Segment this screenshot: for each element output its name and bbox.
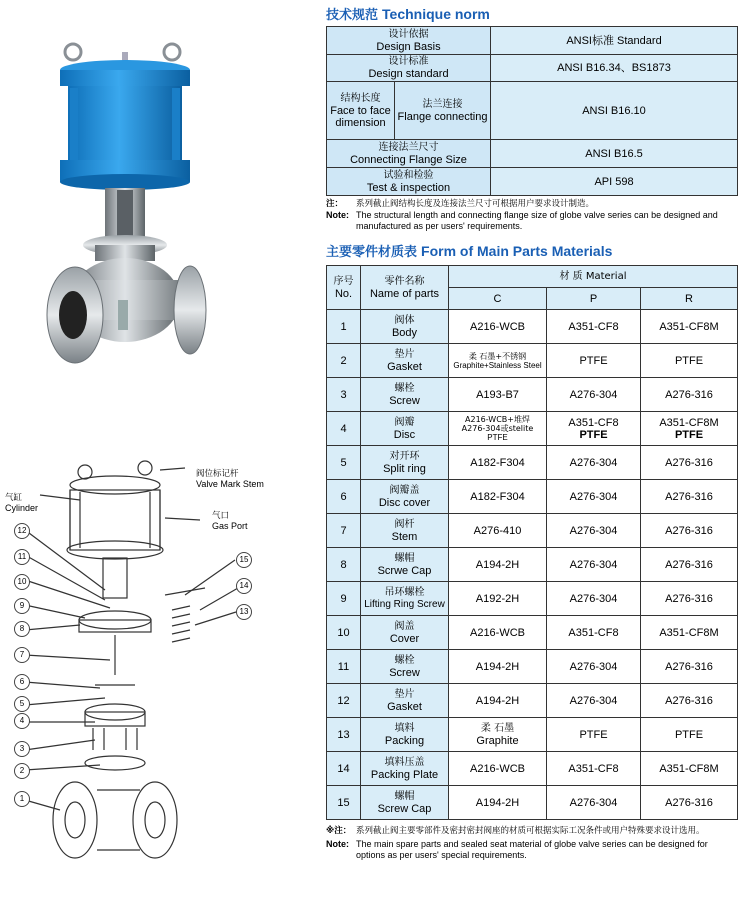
- table-row: 3 螺栓 Screw A193-B7 A276-304 A276-316: [327, 378, 738, 412]
- table-row: 连接法兰尺寸 Connecting Flange Size ANSI B16.5: [327, 140, 738, 168]
- cylinder-label: 气缸 Cylinder: [5, 493, 39, 513]
- table-row: 6 阀瓣盖 Disc cover A182-F304 A276-304 A276-316: [327, 480, 738, 514]
- part-number-10: 10: [14, 574, 30, 590]
- table-row: 5 对开环 Split ring A182-F304 A276-304 A276-316: [327, 446, 738, 480]
- table-row: 10 阀盖 Cover A216-WCB A351-CF8 A351-CF8M: [327, 616, 738, 650]
- materials-note: ※注： 系列截止阀主要零部件及密封密封阀座的材质可根据实际工况条件或用户特殊要求设计选用。 Note: The main spare parts and sealed seat material of globe valve series can be designed for options as per users' special requirements.: [326, 826, 708, 860]
- part-number-14: 14: [236, 578, 252, 594]
- table-row: 设计依据 Design Basis ANSI标准 Standard: [327, 27, 738, 55]
- part-number-6: 6: [14, 674, 30, 690]
- part-number-15: 15: [236, 552, 252, 568]
- valve-mark-stem-label: 阀位标记杆 Valve Mark Stem: [196, 469, 264, 489]
- illustration-panel: [0, 0, 322, 915]
- part-number-12: 12: [14, 523, 30, 539]
- gas-port-label: 气口 Gas Port: [212, 511, 248, 531]
- spec-panel: [326, 0, 738, 861]
- part-number-9: 9: [14, 598, 30, 614]
- table-row: 2 垫片 Gasket 柔 石墨+不锈钢 Graphite+Stainless Steel PTFE PTFE: [327, 344, 738, 378]
- part-number-4: 4: [14, 713, 30, 729]
- part-number-8: 8: [14, 621, 30, 637]
- materials-title: 主要零件材质表 Form of Main Parts Materials: [326, 243, 613, 260]
- exploded-diagram: [0, 460, 322, 915]
- part-number-7: 7: [14, 647, 30, 663]
- table-row: 14 填料压盖 Packing Plate A216-WCB A351-CF8 A351-CF8M: [327, 752, 738, 786]
- table-row: 13 填料 Packing 柔 石墨 Graphite PTFE PTFE: [327, 718, 738, 752]
- valve-photo: [0, 0, 322, 430]
- table-header-row: C P R: [327, 288, 738, 310]
- technique-note: 注： 系列截止阀结构长度及连接法兰尺寸可根据用户要求设计制造。 Note: The structural length and connecting flange size of globe valve series can be designed and manufactured as per users' requirements.: [326, 199, 718, 231]
- table-header-row: 序号 No. 零件名称 Name of parts 材 质 Material: [327, 266, 738, 288]
- table-row: 11 螺栓 Screw A194-2H A276-304 A276-316: [327, 650, 738, 684]
- part-number-5: 5: [14, 696, 30, 712]
- materials-table: [326, 265, 738, 820]
- table-row: 12 垫片 Gasket A194-2H A276-304 A276-316: [327, 684, 738, 718]
- table-row: 15 螺帽 Screw Cap A194-2H A276-304 A276-316: [327, 786, 738, 820]
- table-row: 设计标准 Design standard ANSI B16.34、BS1873: [327, 55, 738, 82]
- part-number-3: 3: [14, 741, 30, 757]
- part-number-11: 11: [14, 549, 30, 565]
- table-row: 8 螺帽 Scrwe Cap A194-2H A276-304 A276-316: [327, 548, 738, 582]
- table-row: 结构长度 Face to face dimension 法兰连接 Flange connecting ANSI B16.10: [327, 82, 738, 140]
- table-row: 试验和检验 Test & inspection API 598: [327, 168, 738, 196]
- technique-title: 技术规范 Technique norm: [326, 6, 490, 23]
- table-row: 1 阀体 Body A216-WCB A351-CF8 A351-CF8M: [327, 310, 738, 344]
- part-number-13: 13: [236, 604, 252, 620]
- technique-table: [326, 26, 738, 196]
- table-row: 7 阀杆 Stem A276-410 A276-304 A276-316: [327, 514, 738, 548]
- part-number-1: 1: [14, 791, 30, 807]
- table-row: 4 阀瓣 Disc A216-WCB+堆焊 A276-304或stelite PTFE A351-CF8 PTFE A351-CF8M PTFE: [327, 412, 738, 446]
- part-number-2: 2: [14, 763, 30, 779]
- table-row: 9 吊环螺栓 Lifting Ring Screw A192-2H A276-304 A276-316: [327, 582, 738, 616]
